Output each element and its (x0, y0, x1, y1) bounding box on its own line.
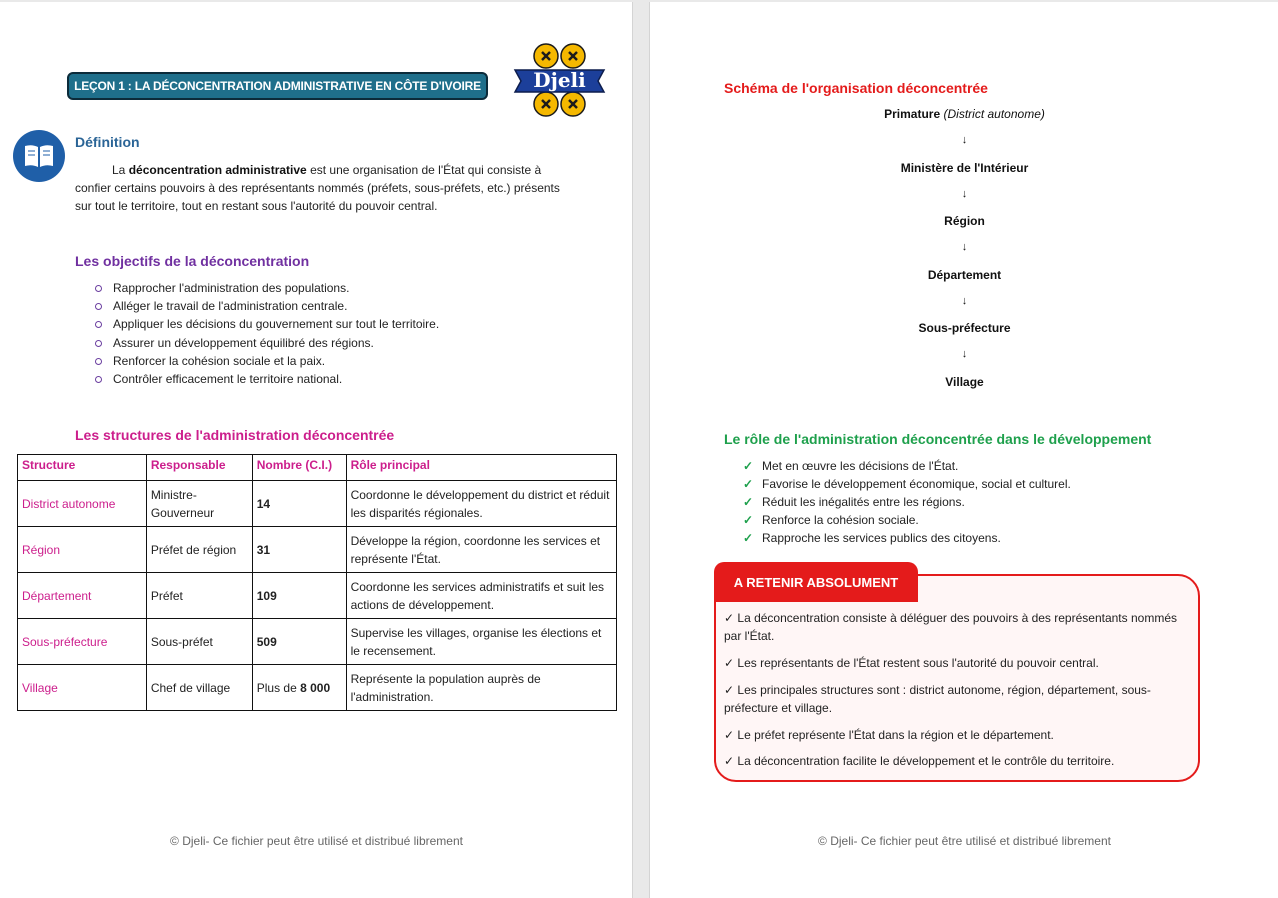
page-footer: © Djeli- Ce fichier peut être utilisé et distribué librement (818, 834, 1111, 848)
list-item: ✓ Met en œuvre les décisions de l'État. (743, 459, 959, 473)
check-icon: ✓ (743, 495, 754, 509)
schema-node: Village (945, 374, 984, 389)
check-icon: ✓ (743, 459, 754, 473)
column-header: Structure (18, 455, 147, 481)
document-page-2 (649, 2, 1278, 898)
schema-node: Sous-préfecture (918, 321, 1011, 335)
role-list (724, 457, 1244, 547)
definition-text: La déconcentration administrative est une organisation de l'État qui consiste à confier certains pouvoirs à des représentants nommés (préfets, sous-préfets, etc.) présents sur tout le territoire, tout en restant sous l'autorité du pouvoir central. (75, 163, 560, 213)
circle-bullet (95, 358, 102, 365)
list-item: ✓ Rapproche les services publics des citoyens. (743, 531, 1001, 545)
schema-heading: Schéma de l'organisation déconcentrée (724, 80, 988, 96)
circle-bullet (95, 285, 102, 292)
table-row: Région Préfet de région 31 Développe la région, coordonne les services et représente l'État. (18, 527, 617, 573)
table-header-row (18, 455, 617, 481)
list-item: Alléger le travail de l'administration centrale. (75, 297, 595, 315)
schema-node-primature: Primature (District autonome) (884, 107, 1045, 121)
objectives-heading: Les objectifs de la déconcentration (75, 253, 310, 269)
retain-item: ✓ Le préfet représente l'État dans la région et le département. (724, 728, 1054, 742)
structures-table (17, 454, 617, 711)
table-row: Sous-préfecture Sous-préfet 509 Supervise les villages, organise les élections et le recensement. (18, 619, 617, 665)
circle-bullet (95, 376, 102, 383)
lesson-title-banner (67, 72, 488, 100)
circle-bullet (95, 321, 102, 328)
retain-item: ✓ La déconcentration consiste à déléguer des pouvoirs à des représentants nommés par l'État. (724, 611, 1177, 643)
retain-item: ✓ La déconcentration facilite le développement et le contrôle du territoire. (724, 754, 1115, 768)
circle-bullet (95, 303, 102, 310)
check-icon: ✓ (743, 531, 754, 545)
column-header: Nombre (C.I.) (252, 455, 346, 481)
retain-heading: A RETENIR ABSOLUMENT (733, 574, 899, 590)
table-row: Village Chef de village Plus de 8 000 Représente la population auprès de l'administration. (18, 665, 617, 711)
book-icon (13, 130, 65, 182)
table-row: Département Préfet 109 Coordonne les services administratifs et suit les actions de développement. (18, 573, 617, 619)
schema-node: Ministère de l'Intérieur (900, 160, 1029, 175)
definition-heading: Définition (75, 134, 140, 150)
list-item: ✓ Favorise le développement économique, social et culturel. (743, 477, 1071, 491)
djeli-logo (512, 42, 607, 120)
lesson-title: LEÇON 1 : LA DÉCONCENTRATION ADMINISTRATIVE EN CÔTE D'IVOIRE (74, 79, 481, 93)
retain-item: ✓ Les représentants de l'État restent sous l'autorité du pouvoir central. (724, 656, 1099, 670)
logo-text: Djeli (533, 68, 586, 92)
down-arrow: ↓ (961, 241, 968, 253)
down-arrow: ↓ (961, 348, 968, 360)
organization-schema (650, 105, 1278, 391)
retain-box (714, 574, 1200, 782)
list-item: ✓ Réduit les inégalités entre les régions. (743, 495, 965, 509)
check-icon: ✓ (743, 513, 754, 527)
check-icon: ✓ (743, 477, 754, 491)
list-item: Assurer un développement équilibré des régions. (75, 334, 595, 352)
role-heading: Le rôle de l'administration déconcentrée dans le développement (724, 431, 1152, 447)
schema-node: Département (927, 267, 1002, 282)
column-header: Responsable (146, 455, 252, 481)
circle-bullet (95, 340, 102, 347)
list-item: ✓ Renforce la cohésion sociale. (743, 513, 919, 527)
list-item: Contrôler efficacement le territoire national. (75, 370, 595, 388)
objectives-list (75, 279, 595, 388)
retain-heading-tab (714, 562, 918, 602)
table-row: District autonome Ministre-Gouverneur 14 Coordonne le développement du district et réduit les disparités régionales. (18, 481, 617, 527)
page-footer: © Djeli- Ce fichier peut être utilisé et distribué librement (170, 834, 463, 848)
retain-item: ✓ Les principales structures sont : district autonome, région, département, sous-préfecture et village. (724, 683, 1151, 715)
column-header: Rôle principal (346, 455, 616, 481)
down-arrow: ↓ (961, 187, 968, 200)
list-item: Appliquer les décisions du gouvernement sur tout le territoire. (75, 315, 595, 333)
down-arrow: ↓ (961, 134, 968, 146)
down-arrow: ↓ (961, 294, 968, 307)
structures-heading: Les structures de l'administration déconcentrée (75, 427, 395, 443)
document-page-1 (0, 2, 633, 898)
list-item: Renforcer la cohésion sociale et la paix. (75, 352, 595, 370)
definition-term: déconcentration administrative (128, 163, 307, 177)
list-item: Rapprocher l'administration des populations. (75, 279, 595, 297)
schema-node: Région (944, 214, 985, 228)
